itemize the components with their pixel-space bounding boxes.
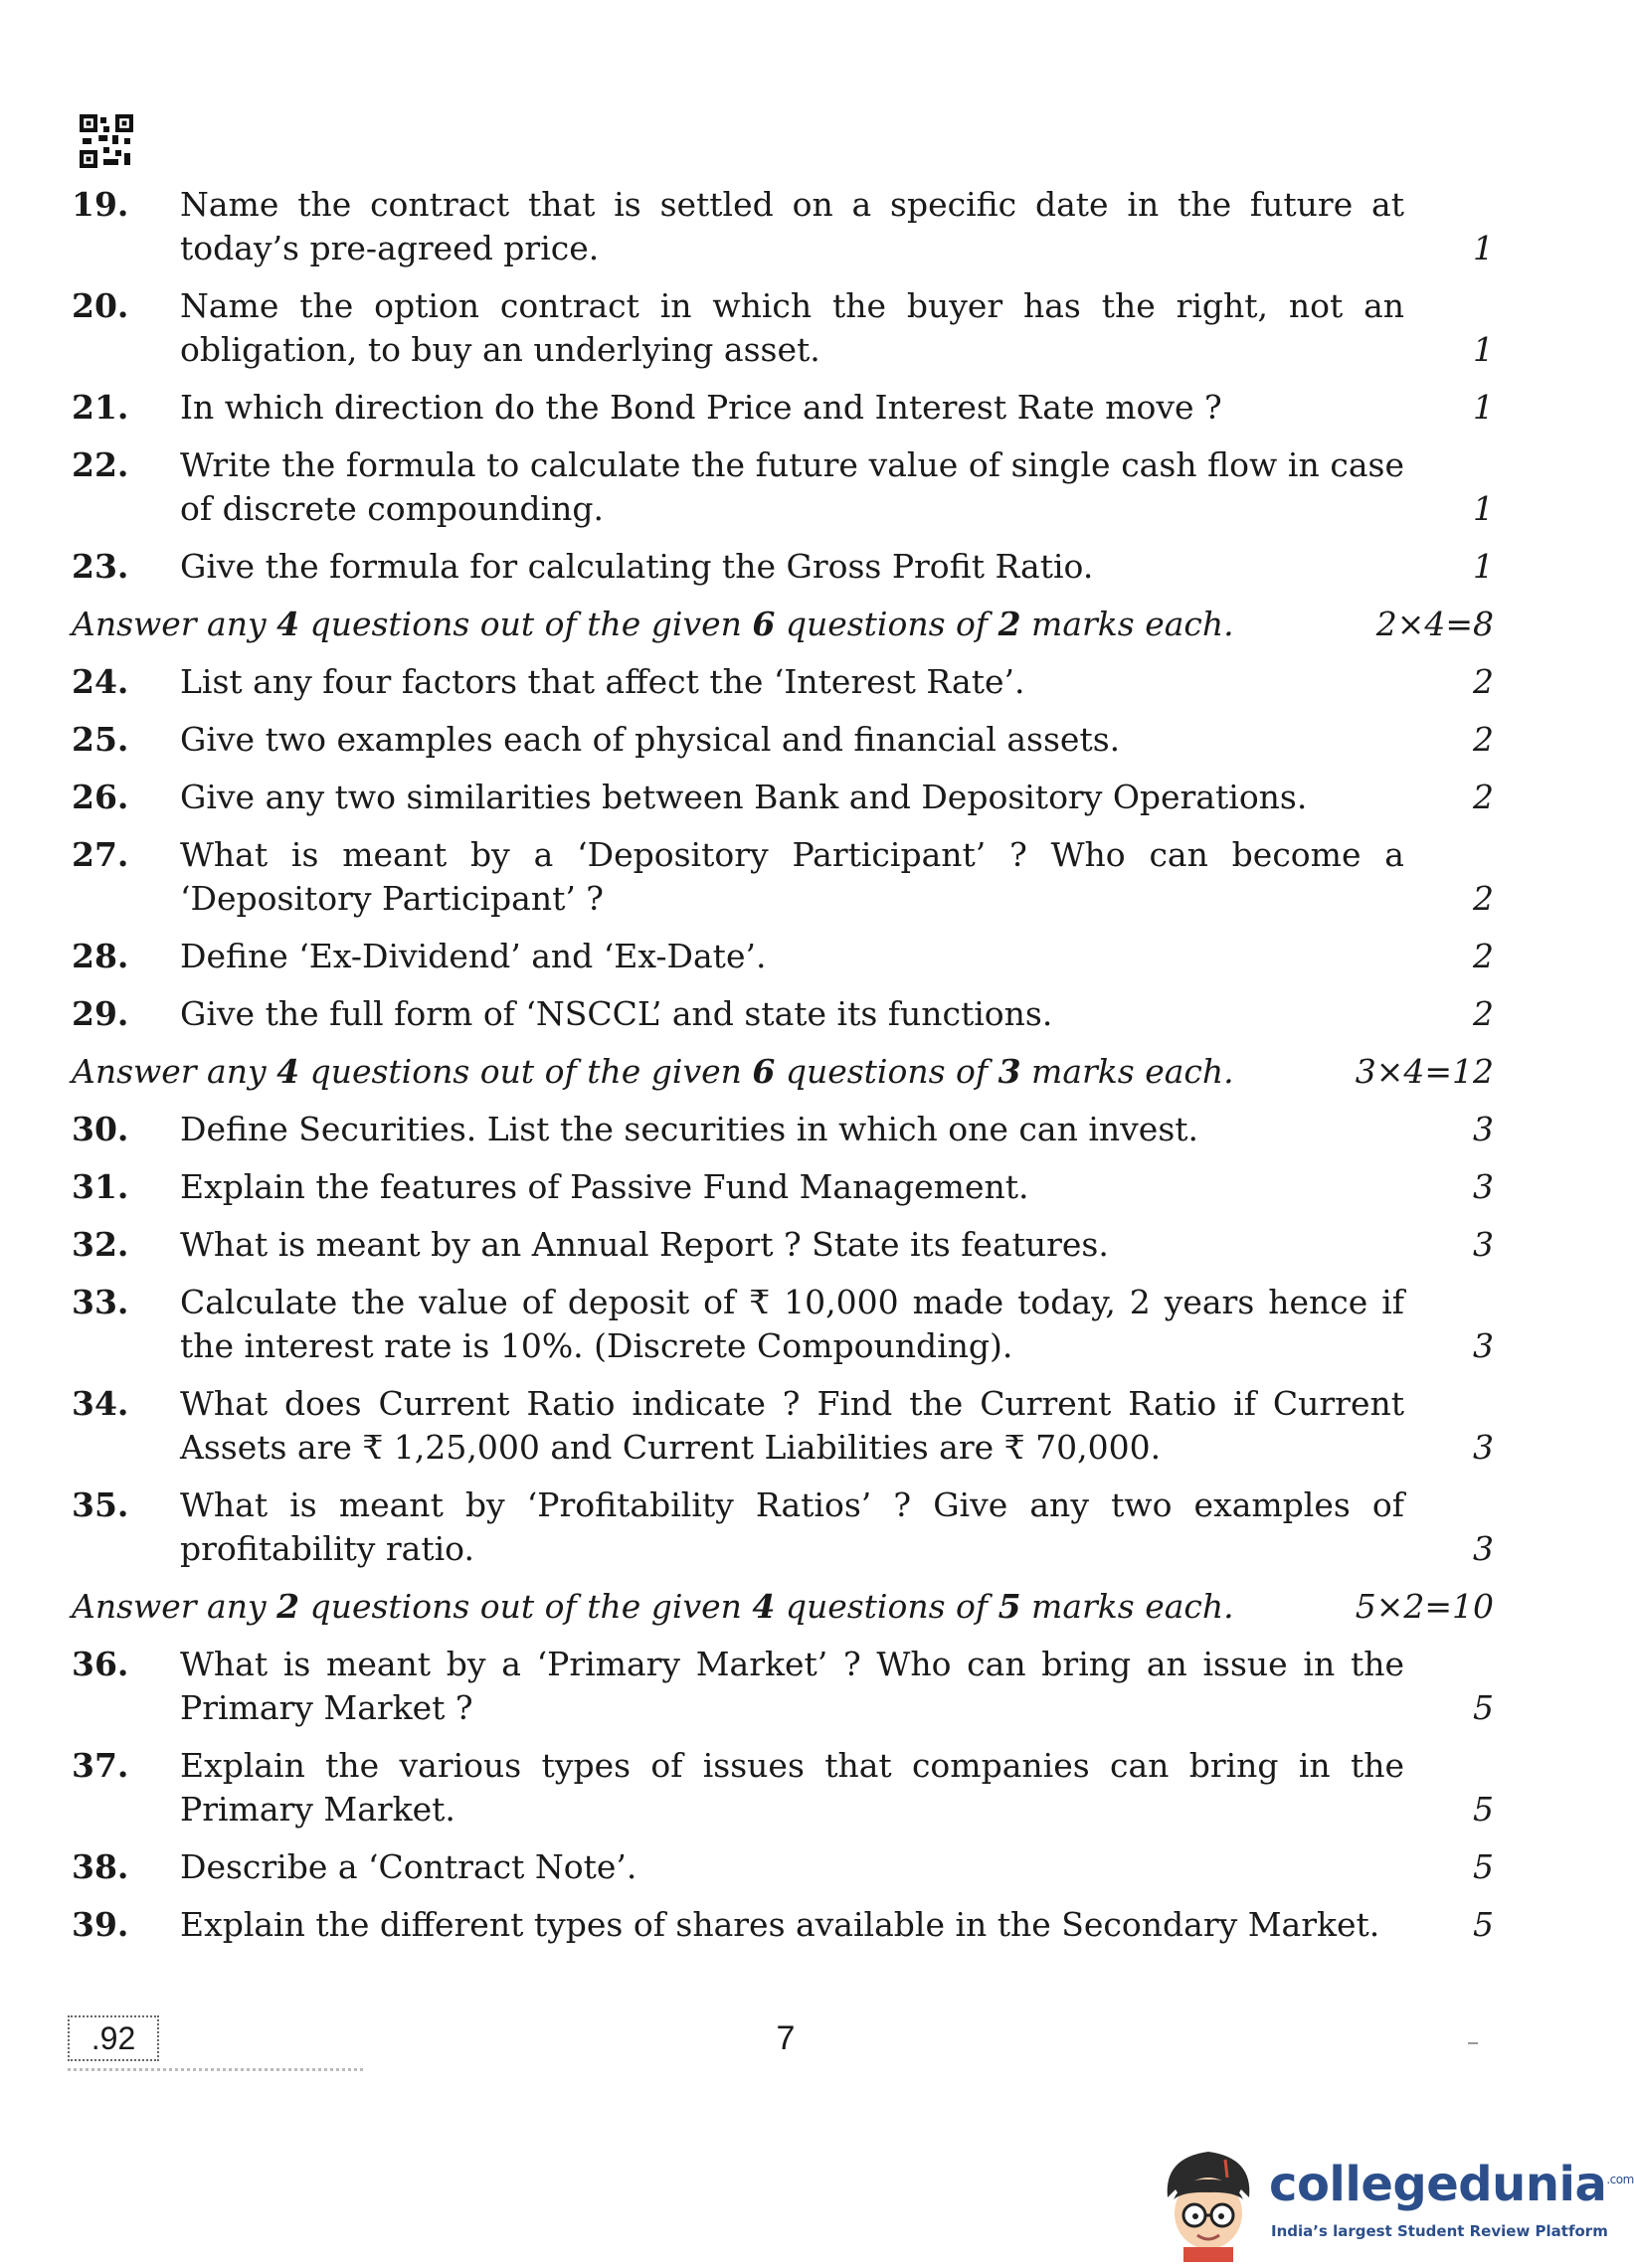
question-row	[72, 183, 1494, 270]
qr-code-icon	[80, 114, 133, 168]
section-text-part: Answer any	[72, 1587, 277, 1626]
question-marks: 1	[1473, 330, 1494, 369]
question-line: Describe a ‘Contract Note’.	[180, 1847, 637, 1886]
question-row	[72, 1108, 1494, 1151]
section-count: 4	[276, 1052, 300, 1091]
page-number: 7	[776, 2019, 796, 2057]
question-line: Give the formula for calculating the Gross Profit Ratio.	[180, 547, 1094, 586]
section-text-part: marks each.	[1020, 1052, 1234, 1091]
section-instruction-text	[72, 1050, 1234, 1094]
question-number: 36.	[72, 1645, 129, 1683]
section-text-part: marks each.	[1020, 1587, 1234, 1626]
question-number: 25.	[72, 720, 129, 759]
question-text	[180, 1643, 1404, 1730]
fine-print-strip	[68, 2068, 366, 2071]
section-text-part: marks each.	[1020, 605, 1234, 643]
paper-code: .92	[68, 2015, 159, 2061]
question-text	[180, 1165, 1404, 1209]
question-number: 27.	[72, 835, 129, 874]
section-count: 4	[752, 1587, 776, 1626]
question-row	[72, 1643, 1494, 1730]
question-number: 19.	[72, 185, 129, 224]
question-number: 35.	[72, 1485, 129, 1524]
question-number: 22.	[72, 445, 129, 484]
question-number: 20.	[72, 286, 129, 325]
question-line: What is meant by ‘Profitability Ratios’ ? Give any two examples of	[180, 1485, 1404, 1524]
question-line: ‘Depository Participant’ ?	[180, 879, 605, 918]
question-number: 24.	[72, 662, 129, 701]
question-number: 26.	[72, 778, 129, 816]
question-line: the interest rate is 10%. (Discrete Compounding).	[180, 1326, 1013, 1365]
section-instruction	[72, 603, 1494, 646]
question-text	[180, 776, 1404, 819]
question-number: 28.	[72, 937, 129, 975]
question-line: What does Current Ratio indicate ? Find the Current Ratio if Current	[180, 1384, 1404, 1423]
section-text-part: Answer any	[72, 1052, 277, 1091]
question-row	[72, 443, 1494, 531]
question-marks: 3	[1473, 1326, 1494, 1365]
question-number: 30.	[72, 1110, 129, 1148]
question-row	[72, 935, 1494, 978]
question-row	[72, 1382, 1494, 1470]
question-text	[180, 386, 1404, 430]
question-marks: 1	[1473, 489, 1494, 528]
question-text	[180, 718, 1404, 762]
collegedunia-logo	[1154, 2138, 1634, 2262]
section-text-part: questions out of the given	[299, 605, 753, 643]
question-row	[72, 718, 1494, 762]
question-row	[72, 1903, 1494, 1947]
question-text	[180, 1845, 1404, 1889]
section-marks: 3×4=12	[1355, 1052, 1494, 1091]
section-instruction-text	[72, 603, 1234, 646]
question-row	[72, 1744, 1494, 1832]
question-text	[180, 1382, 1404, 1470]
question-marks: 5	[1473, 1790, 1494, 1829]
question-line: Explain the features of Passive Fund Management.	[180, 1167, 1029, 1206]
question-number: 29.	[72, 994, 129, 1033]
question-row	[72, 386, 1494, 430]
question-list	[72, 183, 1494, 1961]
section-instruction	[72, 1585, 1494, 1629]
question-marks: 3	[1473, 1225, 1494, 1264]
question-line: Assets are ₹ 1,25,000 and Current Liabilities are ₹ 70,000.	[180, 1428, 1162, 1467]
question-text	[180, 443, 1404, 531]
question-line: In which direction do the Bond Price and Interest Rate move ?	[180, 388, 1222, 427]
question-line: Give two examples each of physical and financial assets.	[180, 720, 1121, 759]
question-marks: 1	[1473, 388, 1494, 427]
question-marks: 1	[1473, 229, 1494, 267]
section-text-part: questions out of the given	[299, 1587, 753, 1626]
question-line: today’s pre-agreed price.	[180, 229, 600, 267]
question-text	[180, 183, 1404, 270]
question-line: profitability ratio.	[180, 1529, 474, 1568]
question-line: Define ‘Ex-Dividend’ and ‘Ex-Date’.	[180, 937, 767, 975]
question-line: Give the full form of ‘NSCCL’ and state its functions.	[180, 994, 1053, 1033]
question-number: 31.	[72, 1167, 129, 1206]
question-marks: 2	[1473, 778, 1494, 816]
question-marks: 5	[1473, 1847, 1494, 1886]
section-text-part: questions of	[775, 1587, 999, 1626]
question-marks: 5	[1473, 1905, 1494, 1944]
question-row	[72, 545, 1494, 589]
section-count: 2	[998, 605, 1021, 643]
question-marks: 3	[1473, 1428, 1494, 1467]
question-line: Name the contract that is settled on a specific date in the future at	[180, 185, 1404, 224]
question-line: Name the option contract in which the buyer has the right, not an	[180, 286, 1404, 325]
section-text-part: questions of	[775, 605, 999, 643]
question-line: Give any two similarities between Bank and Depository Operations.	[180, 778, 1308, 816]
question-text	[180, 284, 1404, 372]
question-line: List any four factors that affect the ‘Interest Rate’.	[180, 662, 1025, 701]
question-number: 32.	[72, 1225, 129, 1264]
brand-name: collegedunia$^{.com}$	[1269, 2157, 1634, 2212]
section-text-part: questions out of the given	[299, 1052, 753, 1091]
question-marks: 2	[1473, 879, 1494, 918]
question-line: Write the formula to calculate the future value of single cash flow in case	[180, 445, 1404, 484]
section-marks: 5×2=10	[1355, 1587, 1494, 1626]
question-marks: 2	[1473, 662, 1494, 701]
question-line: Explain the different types of shares available in the Secondary Market.	[180, 1905, 1380, 1944]
section-text-part: questions of	[775, 1052, 999, 1091]
question-text	[180, 1903, 1404, 1947]
question-text	[180, 1108, 1404, 1151]
section-instruction-text	[72, 1585, 1234, 1629]
section-count: 3	[998, 1052, 1021, 1091]
question-marks: 2	[1473, 994, 1494, 1033]
question-marks: 1	[1473, 547, 1494, 586]
question-number: 33.	[72, 1283, 129, 1321]
corner-mark	[1468, 2042, 1478, 2044]
question-number: 21.	[72, 388, 129, 427]
question-marks: 3	[1473, 1167, 1494, 1206]
question-text	[180, 833, 1404, 921]
section-count: 6	[752, 605, 776, 643]
question-text	[180, 1281, 1404, 1368]
question-line: What is meant by a ‘Primary Market’ ? Who can bring an issue in the	[180, 1645, 1404, 1683]
question-text	[180, 1223, 1404, 1267]
question-marks: 3	[1473, 1110, 1494, 1148]
section-text-part: Answer any	[72, 605, 277, 643]
question-marks: 5	[1473, 1688, 1494, 1727]
question-row	[72, 284, 1494, 372]
question-text	[180, 660, 1404, 704]
student-mascot-icon	[1154, 2138, 1263, 2262]
question-text	[180, 545, 1404, 589]
question-row	[72, 992, 1494, 1036]
question-line: Calculate the value of deposit of ₹ 10,000 made today, 2 years hence if	[180, 1283, 1404, 1321]
question-marks: 2	[1473, 937, 1494, 975]
question-row	[72, 660, 1494, 704]
question-row	[72, 1165, 1494, 1209]
section-count: 4	[276, 605, 300, 643]
question-marks: 3	[1473, 1529, 1494, 1568]
question-text	[180, 1744, 1404, 1832]
question-line: What is meant by a ‘Depository Participant’ ? Who can become a	[180, 835, 1404, 874]
question-line: of discrete compounding.	[180, 489, 604, 528]
question-number: 34.	[72, 1384, 129, 1423]
question-number: 39.	[72, 1905, 129, 1944]
question-row	[72, 833, 1494, 921]
section-count: 5	[998, 1587, 1021, 1626]
question-line: Primary Market ?	[180, 1688, 473, 1727]
question-text	[180, 992, 1404, 1036]
question-number: 37.	[72, 1746, 129, 1785]
section-count: 6	[752, 1052, 776, 1091]
question-line: obligation, to buy an underlying asset.	[180, 330, 820, 369]
question-text	[180, 1483, 1404, 1571]
question-line: What is meant by an Annual Report ? State its features.	[180, 1225, 1109, 1264]
question-text	[180, 935, 1404, 978]
question-line: Primary Market.	[180, 1790, 455, 1829]
question-number: 23.	[72, 547, 129, 586]
brand-tagline: India’s largest Student Review Platform	[1271, 2222, 1608, 2240]
question-row	[72, 1281, 1494, 1368]
question-row	[72, 1483, 1494, 1571]
question-row	[72, 1845, 1494, 1889]
question-line: Define Securities. List the securities in which one can invest.	[180, 1110, 1198, 1148]
section-count: 2	[276, 1587, 300, 1626]
question-number: 38.	[72, 1847, 129, 1886]
question-marks: 2	[1473, 720, 1494, 759]
question-line: Explain the various types of issues that companies can bring in the	[180, 1746, 1404, 1785]
section-instruction	[72, 1050, 1494, 1094]
question-row	[72, 1223, 1494, 1267]
question-row	[72, 776, 1494, 819]
section-marks: 2×4=8	[1375, 605, 1494, 643]
